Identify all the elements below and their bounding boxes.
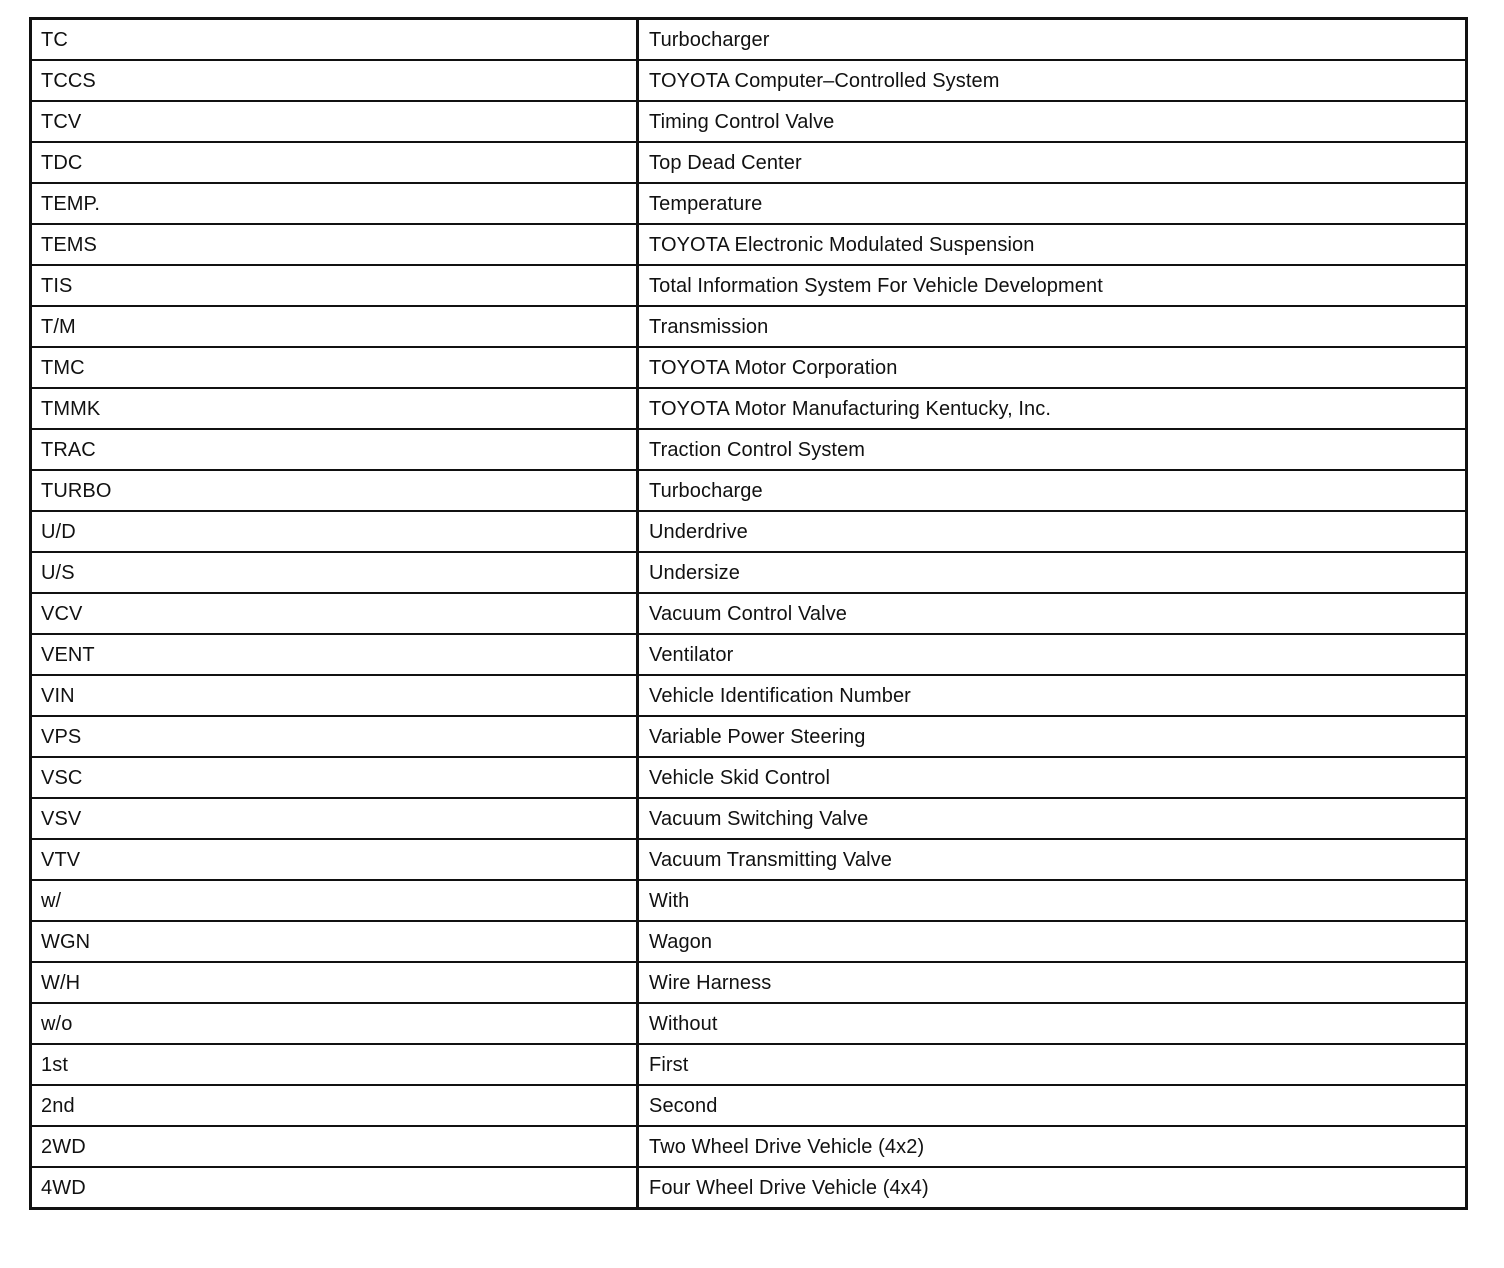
meaning-cell: Transmission — [638, 306, 1467, 347]
table-row — [31, 634, 1467, 675]
table-row — [31, 921, 1467, 962]
abbreviation-table-body — [31, 19, 1467, 1209]
meaning-cell: Vehicle Identification Number — [638, 675, 1467, 716]
abbreviation-cell: w/o — [31, 1003, 638, 1044]
abbreviation-cell: VCV — [31, 593, 638, 634]
meaning-cell: Turbocharge — [638, 470, 1467, 511]
abbreviation-cell: VSV — [31, 798, 638, 839]
meaning-cell: Four Wheel Drive Vehicle (4x4) — [638, 1167, 1467, 1209]
abbreviation-cell: TURBO — [31, 470, 638, 511]
table-row — [31, 1167, 1467, 1209]
table-row — [31, 19, 1467, 61]
table-row — [31, 511, 1467, 552]
table-row — [31, 1126, 1467, 1167]
table-row — [31, 470, 1467, 511]
abbreviation-cell: TCV — [31, 101, 638, 142]
meaning-cell: Temperature — [638, 183, 1467, 224]
abbreviation-cell: TMMK — [31, 388, 638, 429]
table-row — [31, 388, 1467, 429]
table-row — [31, 716, 1467, 757]
table-row — [31, 224, 1467, 265]
abbreviation-cell: TEMP. — [31, 183, 638, 224]
meaning-cell: Total Information System For Vehicle Development — [638, 265, 1467, 306]
table-row — [31, 552, 1467, 593]
meaning-cell: Without — [638, 1003, 1467, 1044]
abbreviation-cell: w/ — [31, 880, 638, 921]
table-row — [31, 60, 1467, 101]
meaning-cell: TOYOTA Motor Corporation — [638, 347, 1467, 388]
abbreviation-cell: TEMS — [31, 224, 638, 265]
abbreviation-cell: U/S — [31, 552, 638, 593]
meaning-cell: Variable Power Steering — [638, 716, 1467, 757]
meaning-cell: TOYOTA Electronic Modulated Suspension — [638, 224, 1467, 265]
abbreviation-cell: TRAC — [31, 429, 638, 470]
meaning-cell: Wire Harness — [638, 962, 1467, 1003]
meaning-cell: Vehicle Skid Control — [638, 757, 1467, 798]
meaning-cell: Second — [638, 1085, 1467, 1126]
meaning-cell: Wagon — [638, 921, 1467, 962]
table-row — [31, 142, 1467, 183]
meaning-cell: Two Wheel Drive Vehicle (4x2) — [638, 1126, 1467, 1167]
meaning-cell: Top Dead Center — [638, 142, 1467, 183]
table-row — [31, 962, 1467, 1003]
table-row — [31, 306, 1467, 347]
abbreviation-cell: TDC — [31, 142, 638, 183]
abbreviation-cell: 4WD — [31, 1167, 638, 1209]
meaning-cell: Ventilator — [638, 634, 1467, 675]
table-row — [31, 429, 1467, 470]
abbreviation-cell: TC — [31, 19, 638, 61]
abbreviation-cell: VIN — [31, 675, 638, 716]
meaning-cell: Turbocharger — [638, 19, 1467, 61]
meaning-cell: Vacuum Switching Valve — [638, 798, 1467, 839]
abbreviation-cell: VENT — [31, 634, 638, 675]
table-row — [31, 1085, 1467, 1126]
table-row — [31, 593, 1467, 634]
meaning-cell: First — [638, 1044, 1467, 1085]
abbreviation-cell: VTV — [31, 839, 638, 880]
table-row — [31, 1044, 1467, 1085]
abbreviation-cell: TIS — [31, 265, 638, 306]
abbreviation-cell: 2nd — [31, 1085, 638, 1126]
abbreviation-cell: WGN — [31, 921, 638, 962]
abbreviation-cell: VPS — [31, 716, 638, 757]
table-row — [31, 265, 1467, 306]
abbreviation-cell: 1st — [31, 1044, 638, 1085]
meaning-cell: Timing Control Valve — [638, 101, 1467, 142]
meaning-cell: Vacuum Transmitting Valve — [638, 839, 1467, 880]
abbreviation-cell: VSC — [31, 757, 638, 798]
meaning-cell: Vacuum Control Valve — [638, 593, 1467, 634]
abbreviation-cell: T/M — [31, 306, 638, 347]
meaning-cell: Undersize — [638, 552, 1467, 593]
abbreviation-cell: U/D — [31, 511, 638, 552]
abbreviation-cell: TCCS — [31, 60, 638, 101]
meaning-cell: Underdrive — [638, 511, 1467, 552]
table-row — [31, 675, 1467, 716]
table-row — [31, 1003, 1467, 1044]
abbreviation-cell: 2WD — [31, 1126, 638, 1167]
meaning-cell: With — [638, 880, 1467, 921]
table-row — [31, 347, 1467, 388]
table-row — [31, 880, 1467, 921]
table-row — [31, 839, 1467, 880]
table-row — [31, 798, 1467, 839]
abbreviation-cell: TMC — [31, 347, 638, 388]
abbreviation-table — [29, 17, 1468, 1210]
table-row — [31, 183, 1467, 224]
meaning-cell: TOYOTA Motor Manufacturing Kentucky, Inc. — [638, 388, 1467, 429]
table-row — [31, 101, 1467, 142]
meaning-cell: TOYOTA Computer–Controlled System — [638, 60, 1467, 101]
table-row — [31, 757, 1467, 798]
meaning-cell: Traction Control System — [638, 429, 1467, 470]
abbreviation-cell: W/H — [31, 962, 638, 1003]
